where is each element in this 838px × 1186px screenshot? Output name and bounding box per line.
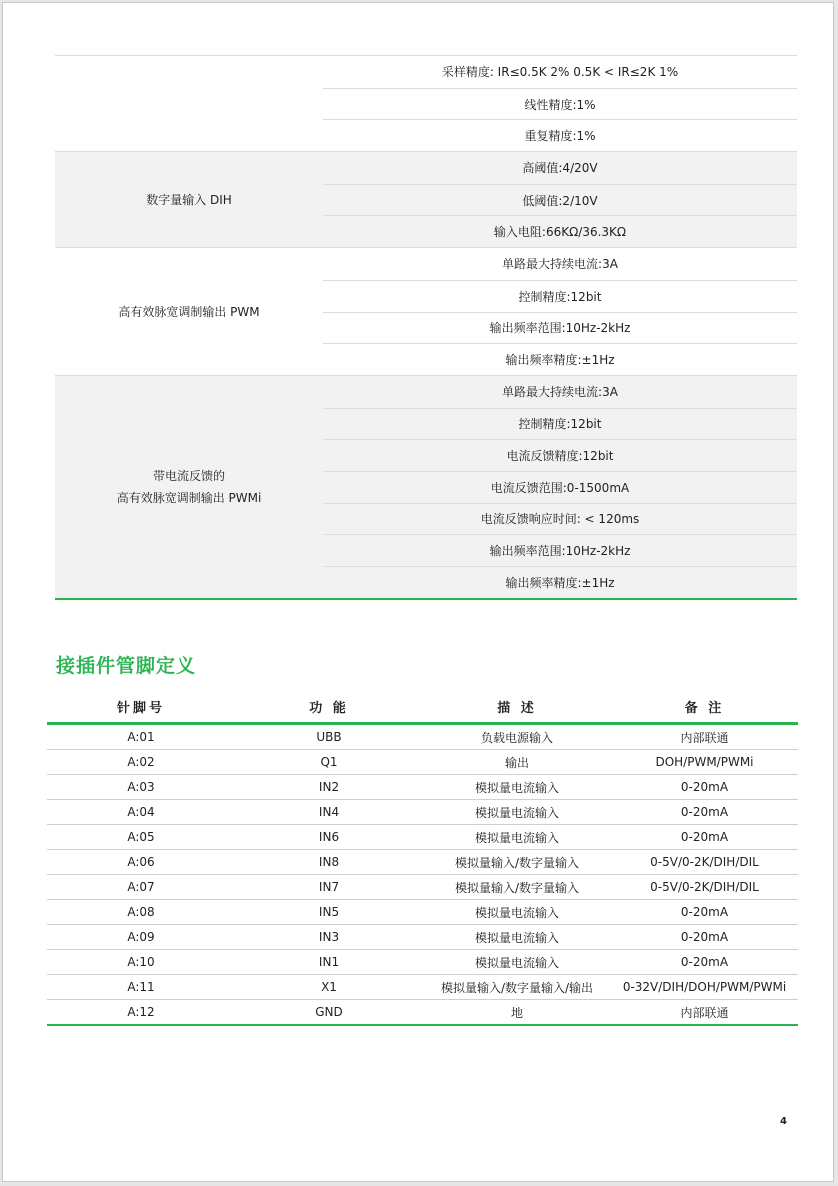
spec-value: 输出频率范围:10Hz-2kHz	[323, 534, 797, 566]
spec-value: 单路最大持续电流:3A	[502, 257, 618, 272]
spec-group	[55, 152, 797, 248]
table-cell: 0-20mA	[611, 925, 798, 950]
spec-value: 控制精度:12bit	[323, 280, 797, 312]
spec-value: 采样精度: IR≤0.5K 2% 0.5K < IR≤2K 1%	[441, 65, 679, 80]
spec-value: 控制精度:12bit	[323, 408, 797, 440]
table-cell: Q1	[235, 750, 423, 775]
document-page	[2, 2, 834, 1182]
spec-value: 输出频率范围:10Hz-2kHz	[323, 312, 797, 344]
table-cell: A:10	[47, 950, 235, 975]
table-row	[47, 900, 798, 925]
table-cell: 模拟量电流输入	[423, 925, 611, 950]
table-cell: A:07	[47, 875, 235, 900]
table-cell: A:05	[47, 825, 235, 850]
spec-group-name-line: 带电流反馈的	[152, 468, 225, 483]
table-row	[47, 850, 798, 875]
table-row	[47, 825, 798, 850]
table-cell: 地	[423, 1000, 611, 1026]
table-cell: 模拟量电流输入	[423, 825, 611, 850]
table-cell: 模拟量输入/数字量输入/输出	[423, 975, 611, 1000]
table-cell: 0-20mA	[611, 775, 798, 800]
spec-group-name	[55, 56, 323, 151]
table-cell: A:08	[47, 900, 235, 925]
table-cell: 模拟量电流输入	[423, 950, 611, 975]
table-cell: 0-5V/0-2K/DIH/DIL	[611, 850, 798, 875]
spec-group-name-line: 数字量输入 DIH	[146, 192, 232, 207]
column-header: 功 能	[235, 691, 423, 724]
table-cell: IN1	[235, 950, 423, 975]
table-row	[47, 875, 798, 900]
column-header: 描 述	[423, 691, 611, 724]
table-cell: 模拟量输入/数字量输入	[423, 875, 611, 900]
table-cell: IN4	[235, 800, 423, 825]
spec-group-name-line: 高有效脉宽调制输出 PWMi	[116, 490, 262, 505]
column-header: 针脚号	[47, 691, 235, 724]
spec-value: 输入电阻:66KΩ/36.3KΩ	[323, 215, 797, 247]
table-cell: 模拟量电流输入	[423, 900, 611, 925]
table-cell: A:12	[47, 1000, 235, 1026]
table-cell: A:04	[47, 800, 235, 825]
table-cell: 0-20mA	[611, 950, 798, 975]
spec-group	[55, 56, 797, 152]
table-row	[47, 925, 798, 950]
table-cell: 模拟量电流输入	[423, 800, 611, 825]
table-cell: A:09	[47, 925, 235, 950]
table-cell: 模拟量输入/数字量输入	[423, 850, 611, 875]
table-cell: A:06	[47, 850, 235, 875]
table-cell: UBB	[235, 724, 423, 750]
pin-table	[47, 691, 798, 1026]
page-number: 4	[780, 1116, 787, 1127]
table-cell: A:01	[47, 724, 235, 750]
table-cell: 0-20mA	[611, 800, 798, 825]
spec-value: 输出频率精度:±1Hz	[323, 343, 797, 375]
table-cell: A:11	[47, 975, 235, 1000]
spec-group-name	[55, 248, 323, 375]
table-cell: IN3	[235, 925, 423, 950]
spec-value: 高阈值:4/20V	[522, 161, 598, 176]
table-cell: IN6	[235, 825, 423, 850]
table-cell: GND	[235, 1000, 423, 1026]
table-cell: 负载电源输入	[423, 724, 611, 750]
table-cell: 0-5V/0-2K/DIH/DIL	[611, 875, 798, 900]
table-row	[47, 950, 798, 975]
table-row	[47, 724, 798, 750]
table-cell: IN2	[235, 775, 423, 800]
table-cell: 内部联通	[611, 1000, 798, 1026]
table-cell: 0-20mA	[611, 825, 798, 850]
spec-value: 输出频率精度:±1Hz	[323, 566, 797, 598]
table-cell: DOH/PWM/PWMi	[611, 750, 798, 775]
table-cell: IN7	[235, 875, 423, 900]
table-cell: A:02	[47, 750, 235, 775]
spec-group-name	[55, 152, 323, 247]
table-cell: X1	[235, 975, 423, 1000]
spec-value: 电流反馈范围:0-1500mA	[323, 471, 797, 503]
spec-value: 重复精度:1%	[323, 119, 797, 151]
table-row	[47, 750, 798, 775]
table-cell: 0-32V/DIH/DOH/PWM/PWMi	[611, 975, 798, 1000]
table-cell: 0-20mA	[611, 900, 798, 925]
spec-value: 电流反馈精度:12bit	[323, 439, 797, 471]
spec-table	[55, 55, 797, 600]
column-header: 备 注	[611, 691, 798, 724]
table-row	[47, 775, 798, 800]
spec-value: 电流反馈响应时间: < 120ms	[323, 503, 797, 535]
table-row	[47, 1000, 798, 1026]
spec-group	[55, 248, 797, 376]
spec-group	[55, 376, 797, 598]
table-row	[47, 975, 798, 1000]
table-row	[47, 800, 798, 825]
table-cell: 输出	[423, 750, 611, 775]
pin-table-header	[47, 691, 798, 724]
section-title: 接插件管脚定义	[56, 655, 197, 677]
spec-group-name-line: 高有效脉宽调制输出 PWM	[118, 304, 260, 319]
table-cell: A:03	[47, 775, 235, 800]
spec-value: 单路最大持续电流:3A	[502, 385, 618, 400]
table-cell: 模拟量电流输入	[423, 775, 611, 800]
spec-group-name	[55, 376, 323, 598]
table-cell: 内部联通	[611, 724, 798, 750]
table-cell: IN8	[235, 850, 423, 875]
spec-value: 低阈值:2/10V	[323, 184, 797, 216]
spec-value: 线性精度:1%	[323, 88, 797, 120]
table-cell: IN5	[235, 900, 423, 925]
